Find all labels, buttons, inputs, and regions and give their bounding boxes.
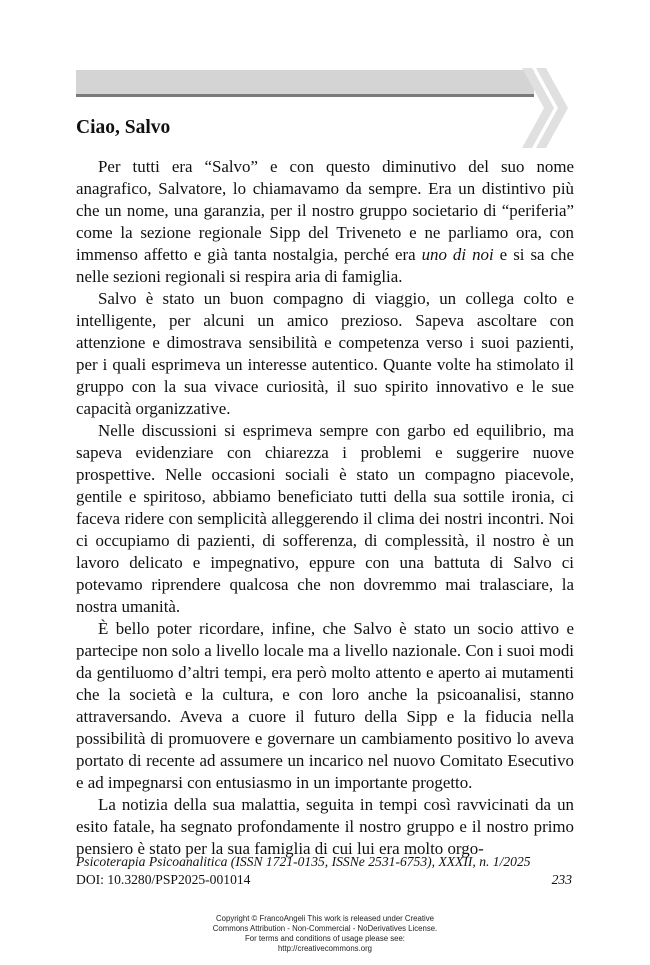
doi: DOI: 10.3280/PSP2025-001014 xyxy=(76,872,251,887)
license-line: Copyright © FrancoAngeli This work is released under Creative xyxy=(216,914,434,923)
page-footer xyxy=(76,853,574,889)
license-line: For terms and conditions of usage please see: xyxy=(245,934,405,943)
section-header-bar xyxy=(76,70,534,97)
paragraph: Salvo è stato un buon compagno di viaggio, un collega colto e intelligente, per alcuni un amico prezioso. Sapeva ascoltare con attenzione e dimostrava sensibilità e competenza verso i suoi pazienti, per i quali esprimeva un interesse autentico. Quante volte ha stimolato il gruppo con la sua vivace curiosità, il suo spirito innovativo e le sue capacità organizzative. xyxy=(76,289,574,418)
page-number: 233 xyxy=(551,872,572,887)
journal-citation: Psicoterapia Psicoanalitica (ISSN 1721-0135, ISSNe 2531-6753), XXXII, n. 1/2025 xyxy=(76,854,531,869)
license-line: Commons Attribution - Non-Commercial - NoDerivatives License. xyxy=(212,924,438,933)
license-link[interactable]: http://creativecommons.org xyxy=(277,944,373,953)
paragraph: Per tutti era “Salvo” e con questo diminutivo del suo nome anagrafico, Salvatore, lo chiamavamo da sempre. Era un distintivo più che un nome, una garanzia, per il nostro gruppo societario di “periferia” come la sezione regionale Sipp del Triveneto e ne parliamo ora, con immenso affetto e già tanta nostalgia, perché era uno di noi e si sa che nelle sezioni regionali si respira aria di famiglia. xyxy=(76,157,574,286)
license-notice xyxy=(0,914,650,954)
chevron-right-icon xyxy=(522,66,574,150)
paragraph: La notizia della sua malattia, seguita in tempi così ravvicinati da un esito fatale, ha segnato profondamente il nostro gruppo e il nostro primo pensiero è stato per la sua famiglia di cui lui era molto orgo- xyxy=(76,795,574,858)
paragraph: Nelle discussioni si esprimeva sempre con garbo ed equilibrio, ma sapeva evidenziare con chiarezza i problemi e suggerire nuove prospettive. Nelle occasioni sociali è stato un compagno piacevole, gentile e spiritoso, abbiamo beneficiato tutti della sua sottile ironia, ci faceva ridere con semplicità alleggerendo il clima dei nostri incontri. Noi ci occupiamo di pazienti, di sofferenza, di complessità, il nostro è un lavoro delicato e impegnativo, eppure con una battuta di Salvo ci potevamo riprendere qualcosa che non dovremmo mai tralasciare, la nostra umanità. xyxy=(76,421,574,616)
article-body xyxy=(76,156,574,860)
article-title: Ciao, Salvo xyxy=(76,117,171,138)
paragraph: È bello poter ricordare, infine, che Salvo è stato un socio attivo e partecipe non solo a livello locale ma a livello nazionale. Con i suoi modi da gentiluomo d’altri tempi, era però molto attento e aperto ai mutamenti che la società e la cultura, e con loro anche la psicoanalisi, stanno attraversando. Aveva a cuore il futuro della Sipp e la fiducia nella possibilità di promuovere e governare un cambiamento positivo lo aveva portato di recente ad assumere un incarico nel nuovo Comitato Esecutivo e ad impegnarsi con entusiasmo in un importante progetto. xyxy=(76,619,574,792)
